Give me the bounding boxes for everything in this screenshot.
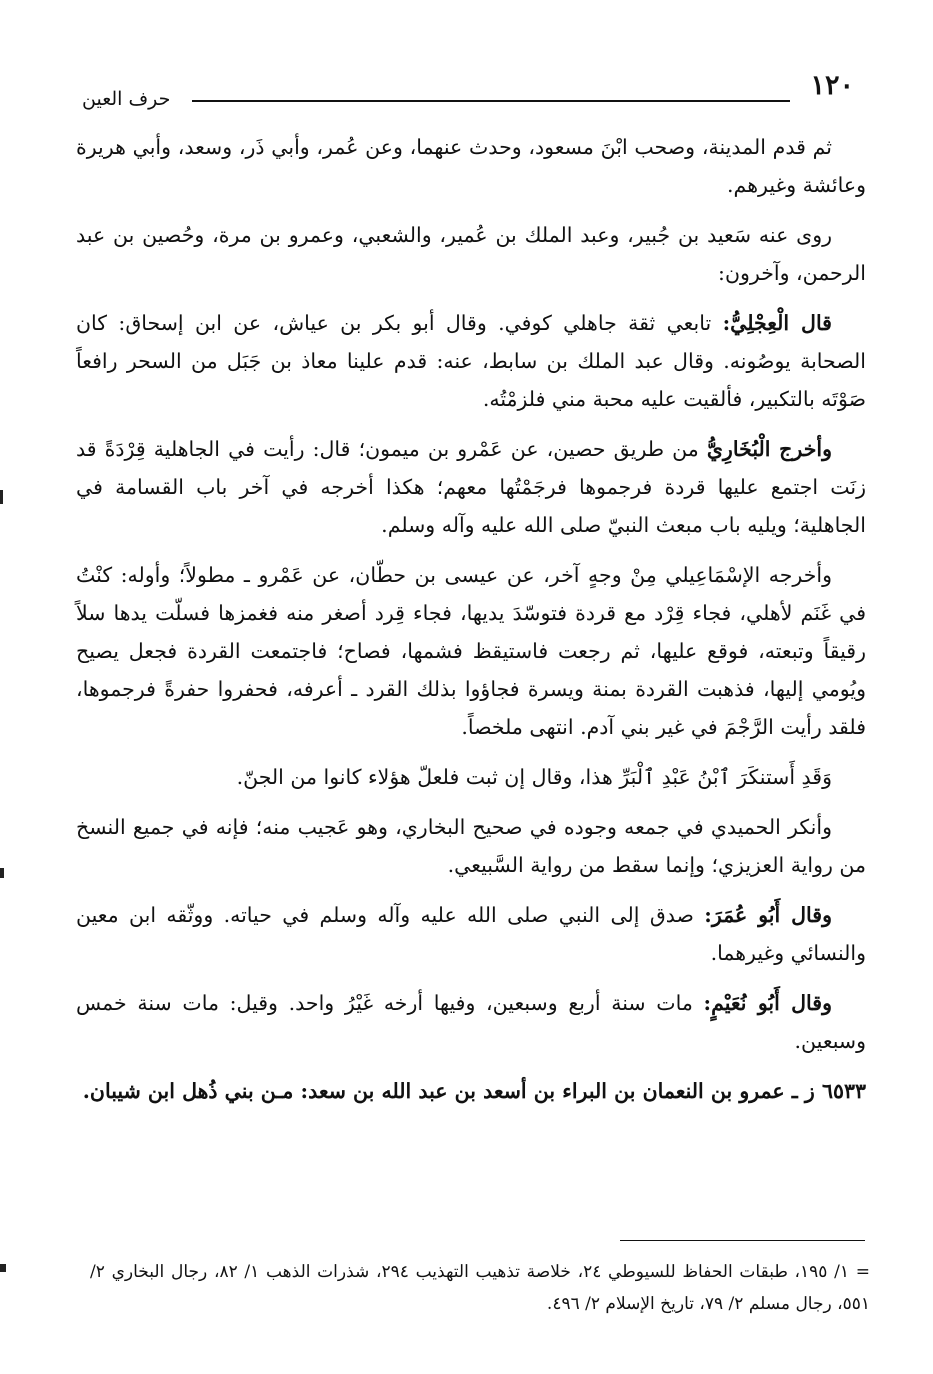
header-title: حرف العين bbox=[82, 88, 171, 110]
paragraph-text: وأخرجه الإسْمَاعِيلي مِنْ وجهٍ آخر، عن عيسى بن حطّان، عن عَمْرو ـ مطولاً؛ وأوله: كنْتُ في غَنَم لأهلي، فجاء قِرْد مع قردة فتوسّدَ يديها، فجاء قِرد أصغر منه فغمزها فسلّت يدها سلاً رقيقاً وتبعته، فوقع عليها، ثم رجعت فاستيقظ فشمها، فصاح؛ فاجتمعت القردة فجعل يصيح ويُومي إليها، فذهبت القردة بمنة ويسرة فجاؤوا بذلك القرد ـ أعرفه، فحفروا حفرةً فرجموها، فلقد رأيت الرَّجْمَ في غير بني آدم. انتهى ملخصاً. bbox=[76, 563, 866, 739]
entry-heading-text: ٦٥٣٣ ز ـ عمرو بن النعمان بن البراء بن أسعد بن عبد الله بن سعد: مـن بني ذُهل ابن شيبان. bbox=[82, 1079, 866, 1103]
scan-mark bbox=[0, 1264, 6, 1272]
paragraph-lead: وأخرج الْبُخَارِيُّ bbox=[706, 437, 832, 461]
footnotes bbox=[90, 1256, 870, 1320]
page-header bbox=[72, 66, 862, 110]
paragraph bbox=[76, 896, 866, 972]
paragraph-lead: قال الْعِجْلِيُّ: bbox=[722, 311, 832, 335]
paragraph-text: ثم قدم المدينة، وصحب ابْنَ مسعود، وحدث عنهما، وعن عُمر، وأبي ذَر، وسعد، وأبي هريرة وعائشة وغيرهم. bbox=[76, 135, 866, 197]
footnote-rule bbox=[620, 1240, 865, 1241]
scan-mark bbox=[0, 490, 3, 504]
entry-heading bbox=[76, 1072, 866, 1110]
paragraph-text: وَقَدِ أَستنكَرَ ٱبْنُ عَبْدِ ٱلْبَرِّ هذا، وقال إن ثبت فلعلّ هؤلاء كانوا من الجنّ. bbox=[236, 765, 832, 789]
paragraph bbox=[76, 128, 866, 204]
paragraph-text: من طريق حصين، عن عَمْرو بن ميمون؛ قال: رأيت في الجاهلية قِرْدَةً قد زنَت اجتمع عليها قردة فرجموها فرجَمْتُها معهم؛ هكذا أخرجه في آخر باب القسامة في الجاهلية؛ ويليه باب مبعث النبيّ صلى الله عليه وآله وسلم. bbox=[76, 437, 866, 537]
paragraph bbox=[76, 430, 866, 544]
scan-mark bbox=[0, 868, 4, 878]
page-number: ١٢٠ bbox=[810, 70, 854, 101]
paragraph-lead: وقال أَبُو عُمَرَ: bbox=[704, 903, 832, 927]
paragraph bbox=[76, 758, 866, 796]
footnote-text: = ١/ ١٩٥، طبقات الحفاظ للسيوطي ٢٤، خلاصة تذهيب التهذيب ٢٩٤، شذرات الذهب ١/ ٨٢، رجال البخاري ٢/ ٥٥١، رجال مسلم ٢/ ٧٩، تاريخ الإسلام ٢/ ٤٩٦. bbox=[90, 1262, 870, 1314]
main-text bbox=[76, 128, 866, 1122]
paragraph-text: صدق إلى النبي صلى الله عليه وآله وسلم في حياته. ووثّقه ابن معين والنسائي وغيرهما. bbox=[76, 903, 866, 965]
paragraph-lead: وقال أَبُو نُعَيْمٍ: bbox=[703, 991, 832, 1015]
paragraph-text: وأنكر الحميدي في جمعه وجوده في صحيح البخاري، وهو عَجيب منه؛ فإنه في جميع النسخ من رواية العزيزي؛ وإنما سقط من رواية السَّبيعي. bbox=[76, 815, 866, 877]
header-rule bbox=[192, 100, 790, 102]
paragraph bbox=[76, 304, 866, 418]
paragraph bbox=[76, 216, 866, 292]
paragraph-text: تابعي ثقة جاهلي كوفي. وقال أبو بكر بن عياش، عن ابن إسحاق: كان الصحابة يوصُونه. وقال عبد الملك بن سابط، عنه: قدم علينا معاذ بن جَبَل من السحر رافعاً صَوْتَه بالتكبير، فألقيت عليه محبة مني فلزمْتُه. bbox=[76, 311, 866, 411]
paragraph bbox=[76, 808, 866, 884]
paragraph-text: مات سنة أربع وسبعين، وفيها أرخه غَيْرُ واحد. وقيل: مات سنة خمس وسبعين. bbox=[76, 991, 866, 1053]
paragraph bbox=[76, 556, 866, 746]
paragraph-text: روى عنه سَعيد بن جُبير، وعبد الملك بن عُمير، والشعبي، وعمرو بن مرة، وحُصين بن عبد الرحمن، وآخرون: bbox=[76, 223, 866, 285]
paragraph bbox=[76, 984, 866, 1060]
